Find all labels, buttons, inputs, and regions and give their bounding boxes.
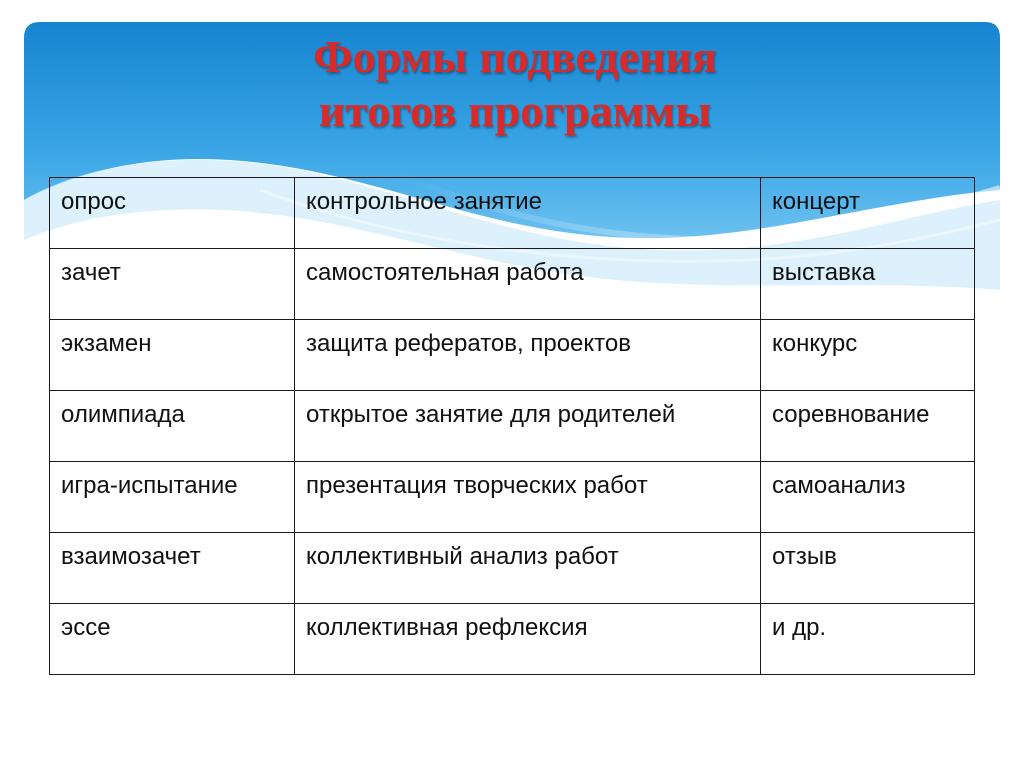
table-cell: зачет <box>50 249 295 320</box>
table-cell: эссе <box>50 604 295 675</box>
table-cell: и др. <box>761 604 975 675</box>
table-row <box>50 391 975 462</box>
table-row <box>50 604 975 675</box>
title-line-2: итогов программы <box>318 85 712 136</box>
table-cell: экзамен <box>50 320 295 391</box>
title-line-1: Формы подведения <box>313 31 717 82</box>
table-cell: защита рефератов, проектов <box>295 320 761 391</box>
table-cell: опрос <box>50 178 295 249</box>
table-cell: соревнование <box>761 391 975 462</box>
table-cell: концерт <box>761 178 975 249</box>
table-cell: взаимозачет <box>50 533 295 604</box>
table-row <box>50 320 975 391</box>
table-cell: олимпиада <box>50 391 295 462</box>
table-cell: самостоятельная работа <box>295 249 761 320</box>
table-cell: коллективный анализ работ <box>295 533 761 604</box>
table-cell: конкурс <box>761 320 975 391</box>
table-row <box>50 533 975 604</box>
table-cell: выставка <box>761 249 975 320</box>
slide-title <box>180 30 850 138</box>
table-cell: контрольное занятие <box>295 178 761 249</box>
table-cell: самоанализ <box>761 462 975 533</box>
forms-table <box>49 177 975 675</box>
table-cell: коллективная рефлексия <box>295 604 761 675</box>
table-cell: отзыв <box>761 533 975 604</box>
table-cell: игра-испытание <box>50 462 295 533</box>
table-row <box>50 462 975 533</box>
table-cell: открытое занятие для родителей <box>295 391 761 462</box>
table-row <box>50 249 975 320</box>
table-cell: презентация творческих работ <box>295 462 761 533</box>
table-row <box>50 178 975 249</box>
